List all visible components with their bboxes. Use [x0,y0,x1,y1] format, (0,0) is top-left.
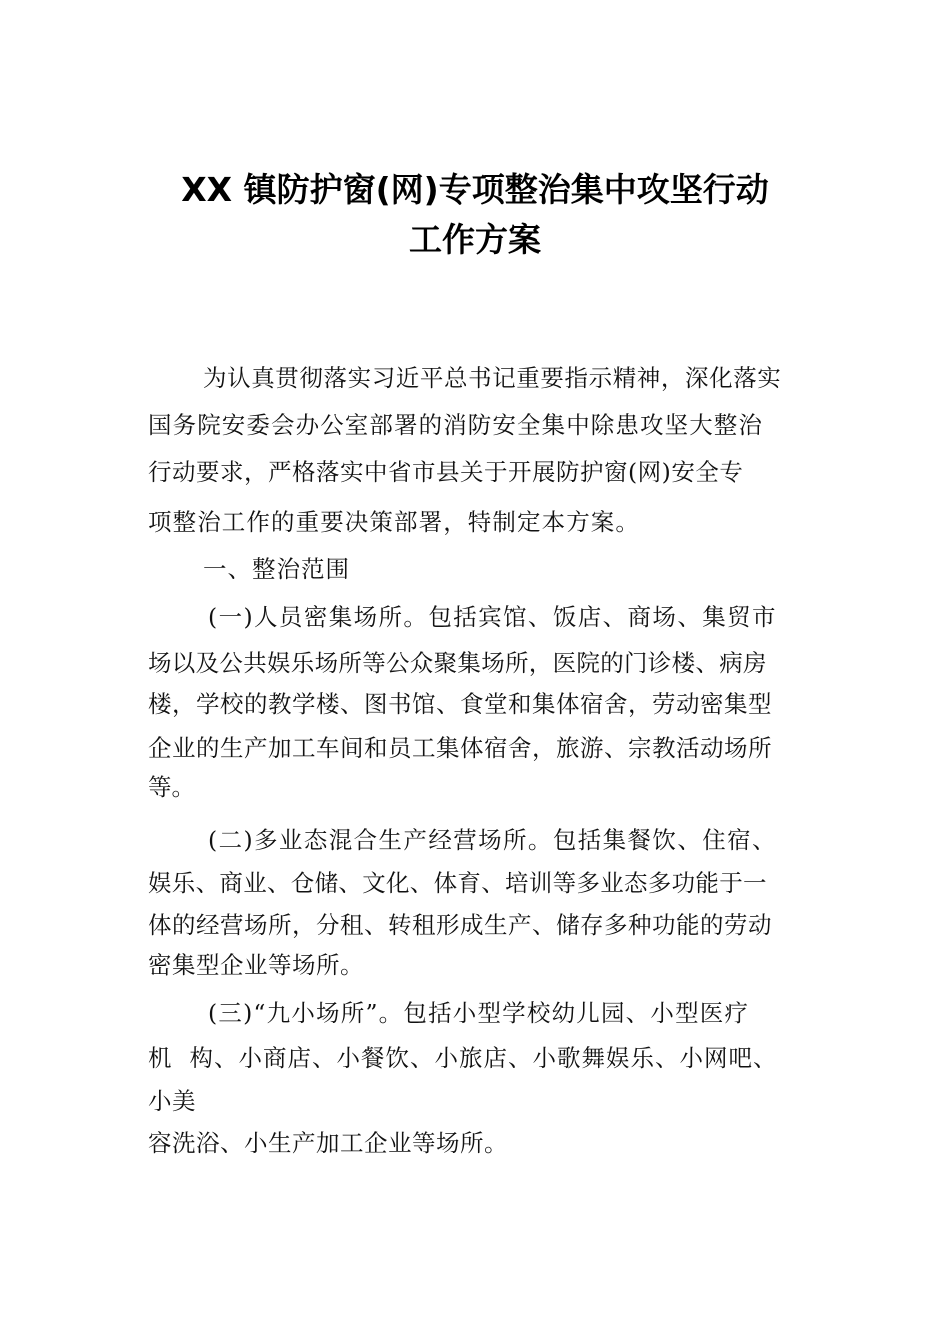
item-2-line-1: (二)多业态混合生产经营场所。包括集餐饮、住宿、 [208,826,777,854]
item-2-line-2: 娱乐、商业、仓储、文化、体育、培训等多业态多功能于一 [148,869,767,897]
paragraph-intro-line-3: 行动要求，严格落实中省市县关于开展防护窗(网)安全专 [148,458,744,486]
item-1-line-1: (一)人员密集场所。包括宾馆、饭店、商场、集贸市 [208,603,777,631]
item-2-line-3: 体的经营场所，分租、转租形成生产、储存多种功能的劳动 [148,911,772,939]
item-3-line-4: 容洗浴、小生产加工企业等场所。 [148,1129,508,1157]
paragraph-intro-line-1: 为认真贯彻落实习近平总书记重要指示精神，深化落实 [203,364,782,392]
item-2-line-4: 密集型企业等场所。 [148,951,364,979]
item-1-line-3: 楼，学校的教学楼、图书馆、食堂和集体宿舍，劳动密集型 [148,690,772,718]
item-3-line-1: (三)“九小场所”。包括小型学校幼儿园、小型医疗 [208,999,750,1027]
paragraph-intro-line-4: 项整治工作的重要决策部署，特制定本方案。 [148,508,640,536]
item-1-line-2: 场以及公共娱乐场所等公众聚集场所，医院的门诊楼、病房 [148,649,767,677]
item-3-line-2: 机 构、小商店、小餐饮、小旅店、小歌舞娱乐、小网吧、 [148,1044,778,1072]
paragraph-intro-line-2: 国务院安委会办公室部署的消防安全集中除患攻坚大整治 [148,411,763,439]
item-3-line-3: 小美 [148,1087,196,1115]
section-heading-scope: 一、整治范围 [203,555,350,583]
document-title-line-2: 工作方案 [409,220,541,259]
item-1-line-5: 等。 [148,773,195,801]
item-1-line-4: 企业的生产加工车间和员工集体宿舍，旅游、宗教活动场所 [148,734,772,762]
document-title-line-1: XX 镇防护窗(网)专项整治集中攻坚行动 [181,170,769,209]
